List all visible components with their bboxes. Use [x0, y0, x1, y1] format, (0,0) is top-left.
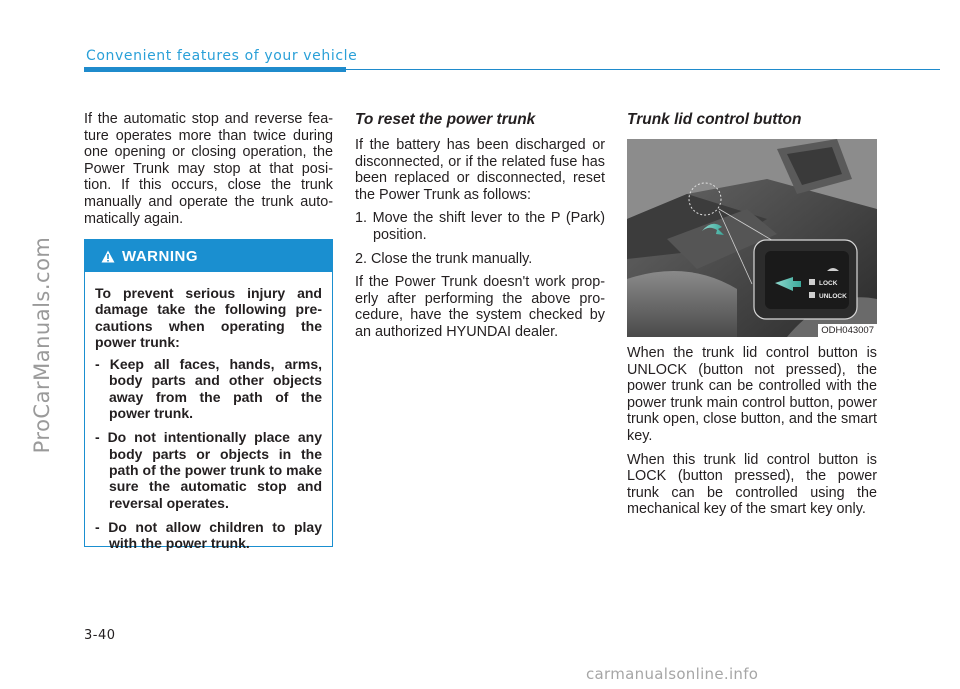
reset-intro: If the battery has been discharged or disconnected, or if the related fuse has been replaced or disconnected, reset the Power Trunk as follows: — [355, 137, 605, 203]
trunk-lid-text — [627, 345, 877, 525]
column-left — [84, 111, 333, 234]
warning-item: - Do not allow children to play with the power trunk. — [95, 518, 322, 552]
warning-body — [85, 272, 332, 551]
bottom-watermark: carmanualsonline.info — [586, 665, 759, 683]
warning-intro: To prevent serious injury and damage take the following pre-cautions when operating the power trunk: — [95, 285, 322, 350]
figure-lock-label: LOCK — [819, 280, 838, 287]
figure-code: ODH043007 — [818, 324, 877, 337]
reset-step: 2. Close the trunk manually. — [355, 250, 533, 267]
column-right — [627, 111, 877, 137]
column-middle — [355, 111, 605, 348]
side-watermark-text: ProCarManuals.com — [30, 236, 54, 454]
trunk-lid-paragraph: When this trunk lid control button is LOCK (button pressed), the power trunk can be controlled using the mechanical key of the smart key only. — [627, 451, 877, 518]
side-watermark — [22, 200, 62, 490]
header-rule-thick — [84, 67, 346, 72]
header-rule-thin — [346, 69, 940, 70]
reset-outro: If the Power Trunk doesn't work prop-erly after performing the above pro-cedure, have the system checked by an authorized HYUNDAI dealer. — [355, 274, 605, 340]
trunk-lid-heading: Trunk lid control button — [627, 111, 802, 128]
warning-header — [85, 240, 332, 272]
warning-item: - Keep all faces, hands, arms, body parts and other objects away from the path of the power trunk. — [95, 356, 322, 422]
reset-step: 1. Move the shift lever to the P (Park) position. — [355, 210, 605, 243]
trunk-lid-illustration — [627, 139, 877, 337]
page-header — [84, 46, 940, 74]
figure-unlock-label: UNLOCK — [819, 293, 847, 300]
page-number: 3-40 — [84, 628, 116, 643]
reset-heading: To reset the power trunk — [355, 111, 536, 128]
intro-paragraph: If the automatic stop and reverse fea-ture operates more than twice during one opening or closing operation, the Power Trunk may stop at that posi-tion. If this occurs, close the trunk manually and operate the trunk auto-matically again. — [84, 111, 333, 227]
trunk-lid-paragraph: When the trunk lid control button is UNLOCK (button not pressed), the power trunk can be controlled with the power trunk main control button, power trunk open, close button, and the smart key. — [627, 345, 877, 444]
warning-item: - Do not intentionally place any body parts or objects in the path of the power trunk to make sure the automatic stop and reversal operates. — [95, 429, 322, 511]
warning-triangle-icon — [101, 250, 115, 263]
section-title: Convenient features of your vehicle — [86, 48, 358, 64]
warning-box — [84, 239, 333, 552]
trunk-lid-figure — [627, 139, 877, 337]
warning-title: WARNING — [122, 247, 198, 265]
